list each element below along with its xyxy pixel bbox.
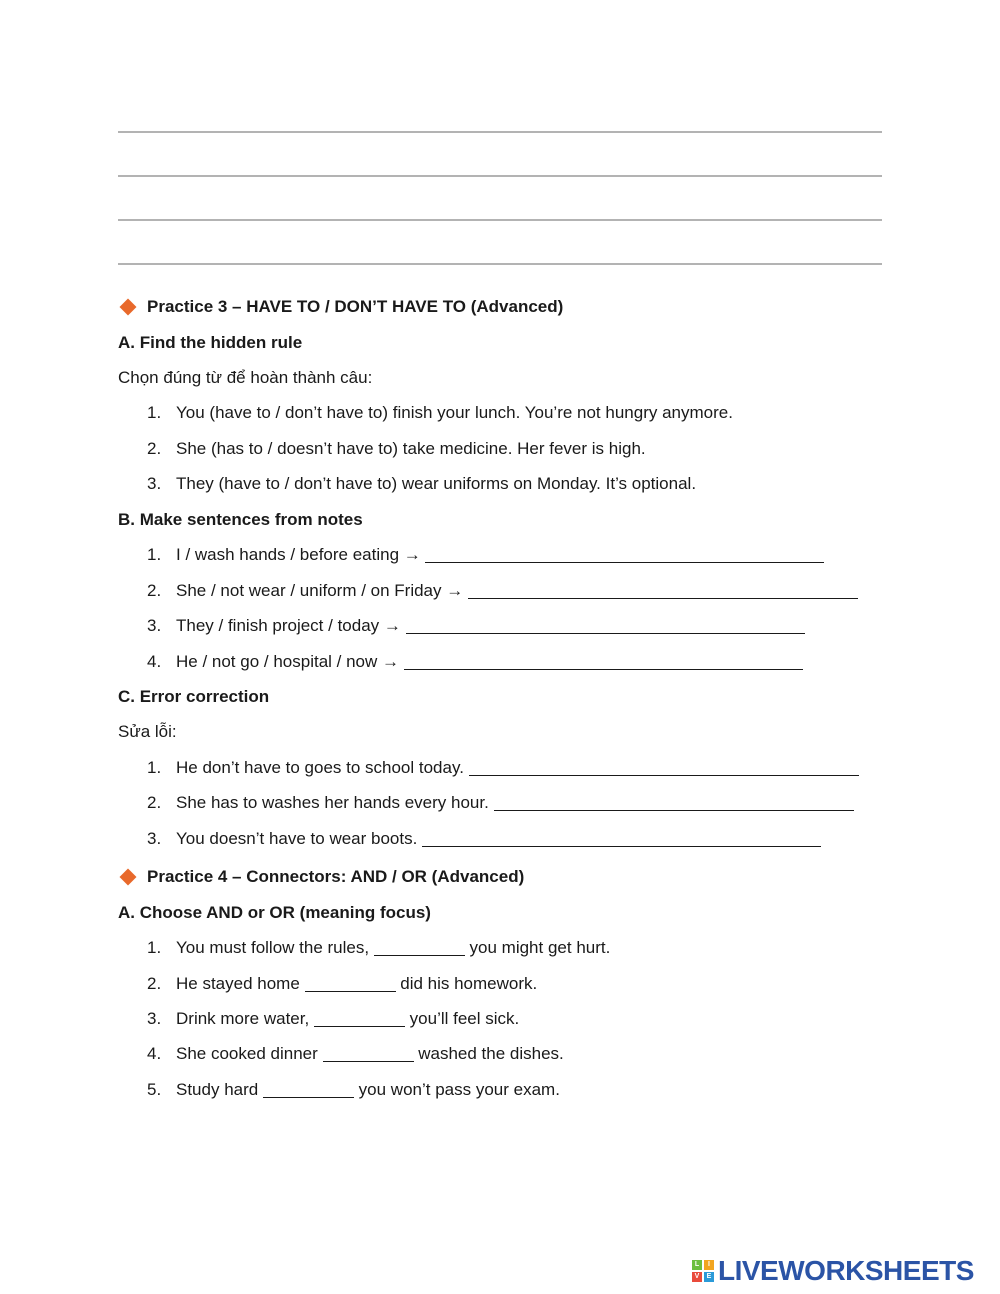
list-item bbox=[176, 1080, 560, 1100]
list-item bbox=[176, 581, 858, 601]
logo-letter-l: L bbox=[692, 1260, 702, 1270]
practice3-section-a-heading: A. Find the hidden rule bbox=[118, 333, 303, 352]
diamond-bullet-icon bbox=[120, 299, 137, 316]
list-item-number: 5. bbox=[147, 1080, 162, 1099]
list-item-after: you’ll feel sick. bbox=[404, 1009, 520, 1028]
list-item-text: He don’t have to goes to school today. bbox=[176, 758, 469, 777]
list-item: They (have to / don’t have to) wear uniforms on Monday. It’s optional. bbox=[176, 474, 697, 493]
list-item bbox=[176, 1009, 519, 1029]
list-item bbox=[176, 1044, 564, 1064]
list-item-before: Drink more water, bbox=[176, 1009, 314, 1028]
list-item-number: 1. bbox=[147, 403, 162, 422]
list-item-number: 2. bbox=[147, 974, 162, 993]
list-item-number: 1. bbox=[147, 758, 162, 777]
list-item-number: 3. bbox=[147, 829, 162, 848]
list-item-number: 2. bbox=[147, 793, 162, 812]
list-item bbox=[176, 652, 803, 672]
list-item-number: 2. bbox=[147, 439, 162, 458]
answer-blank[interactable] bbox=[422, 830, 821, 847]
answer-blank[interactable] bbox=[263, 1081, 354, 1098]
list-item-text: She / not wear / uniform / on Friday → bbox=[176, 581, 468, 600]
list-item bbox=[176, 829, 821, 849]
logo-letter-i: I bbox=[704, 1260, 714, 1270]
diamond-bullet-icon bbox=[120, 869, 137, 886]
list-item bbox=[176, 974, 537, 994]
answer-blank[interactable] bbox=[468, 582, 858, 599]
answer-blank[interactable] bbox=[469, 759, 859, 776]
list-item-number: 3. bbox=[147, 1009, 162, 1028]
list-item-number: 1. bbox=[147, 938, 162, 957]
list-item-text: They / finish project / today → bbox=[176, 616, 406, 635]
liveworksheets-logo bbox=[692, 1257, 974, 1285]
practice4-section-a-heading: A. Choose AND or OR (meaning focus) bbox=[118, 903, 431, 922]
practice3-section-c-heading: C. Error correction bbox=[118, 687, 270, 706]
list-item bbox=[176, 616, 805, 636]
list-item-text: She has to washes her hands every hour. bbox=[176, 793, 494, 812]
list-item: You (have to / don’t have to) finish your lunch. You’re not hungry anymore. bbox=[176, 403, 733, 422]
logo-letter-v: V bbox=[692, 1272, 702, 1282]
list-item-after: you won’t pass your exam. bbox=[353, 1080, 560, 1099]
logo-text: LIVEWORKSHEETS bbox=[718, 1255, 974, 1286]
writing-line bbox=[118, 175, 882, 177]
list-item-before: Study hard bbox=[176, 1080, 263, 1099]
practice3-section-b-heading: B. Make sentences from notes bbox=[118, 510, 363, 529]
answer-blank[interactable] bbox=[314, 1010, 405, 1027]
list-item-number: 1. bbox=[147, 545, 162, 564]
answer-blank[interactable] bbox=[406, 617, 805, 634]
practice3-section-c-instruction: Sửa lỗi: bbox=[118, 722, 177, 741]
logo-mark-icon bbox=[692, 1260, 714, 1282]
list-item-text: He / not go / hospital / now → bbox=[176, 652, 404, 671]
answer-blank[interactable] bbox=[425, 546, 824, 563]
practice3-section-a-instruction: Chọn đúng từ để hoàn thành câu: bbox=[118, 368, 373, 387]
list-item bbox=[176, 938, 610, 958]
list-item-number: 4. bbox=[147, 652, 162, 671]
answer-blank[interactable] bbox=[323, 1045, 414, 1062]
list-item-after: washed the dishes. bbox=[413, 1044, 564, 1063]
logo-letter-e: E bbox=[704, 1272, 714, 1282]
list-item-number: 3. bbox=[147, 616, 162, 635]
list-item-after: you might get hurt. bbox=[464, 938, 611, 957]
list-item bbox=[176, 793, 854, 813]
list-item-after: did his homework. bbox=[395, 974, 538, 993]
writing-line bbox=[118, 263, 882, 265]
list-item-text: I / wash hands / before eating → bbox=[176, 545, 426, 564]
answer-blank[interactable] bbox=[494, 794, 854, 811]
list-item bbox=[176, 758, 859, 778]
writing-line bbox=[118, 219, 882, 221]
answer-blank[interactable] bbox=[374, 939, 465, 956]
list-item-text: You doesn’t have to wear boots. bbox=[176, 829, 423, 848]
list-item: She (has to / doesn’t have to) take medicine. Her fever is high. bbox=[176, 439, 646, 458]
list-item bbox=[176, 545, 824, 565]
list-item-number: 4. bbox=[147, 1044, 162, 1063]
list-item-before: He stayed home bbox=[176, 974, 305, 993]
practice3-title: Practice 3 – HAVE TO / DON’T HAVE TO (Advanced) bbox=[147, 297, 564, 316]
list-item-before: She cooked dinner bbox=[176, 1044, 323, 1063]
list-item-number: 3. bbox=[147, 474, 162, 493]
answer-blank[interactable] bbox=[404, 653, 803, 670]
list-item-before: You must follow the rules, bbox=[176, 938, 374, 957]
writing-line bbox=[118, 131, 882, 133]
answer-blank[interactable] bbox=[305, 975, 396, 992]
practice4-title: Practice 4 – Connectors: AND / OR (Advanced) bbox=[147, 867, 525, 886]
list-item-number: 2. bbox=[147, 581, 162, 600]
